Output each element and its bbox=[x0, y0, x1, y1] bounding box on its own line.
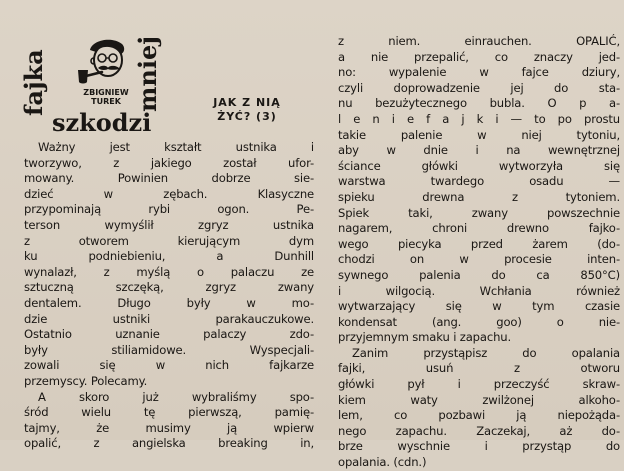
masthead-word-mniej: mniej bbox=[133, 36, 162, 112]
text-line: nego zapachu. Zaczekaj, aż do- bbox=[338, 423, 620, 438]
text-line: nagarem, chroni drewno fajko- bbox=[338, 221, 620, 236]
text-line: zowali się w nich fajkarze bbox=[24, 358, 314, 373]
text-line: opalić, z angielska breaking in, bbox=[24, 436, 314, 451]
article-title bbox=[192, 96, 302, 124]
text-line: spieku drewna z tytoniem. bbox=[338, 189, 620, 204]
text-line: kiem waty zwilżonej alkoho- bbox=[338, 392, 620, 407]
text-line: sywnego palenia do ca 850°C) bbox=[338, 267, 620, 282]
right-text-column bbox=[338, 34, 620, 471]
text-line: ku podniebieniu, a Dunhill bbox=[24, 249, 314, 264]
article-title-line-2: ŻYĆ? (3) bbox=[217, 110, 277, 123]
left-text-column bbox=[24, 140, 314, 452]
text-line: warstwa twardego osadu — bbox=[338, 174, 620, 189]
text-line: Zanim przystąpisz do opalania bbox=[352, 345, 620, 360]
text-line: fajki, usuń z otworu bbox=[338, 361, 620, 376]
text-line: nu bezużytecznego bubla. O p a- bbox=[338, 96, 620, 111]
text-line: mowany. Powinien dobrze sie- bbox=[24, 171, 314, 186]
text-line: opalania. (cdn.) bbox=[338, 455, 427, 470]
masthead-word-fajka: fajka bbox=[19, 49, 48, 116]
author-name bbox=[74, 88, 138, 106]
text-line: tajmy, że musimy ją wpierw bbox=[24, 420, 314, 435]
text-line: wytwarzający się w tym czasie bbox=[338, 299, 620, 314]
text-line: dzieć w zębach. Klasyczne bbox=[24, 186, 314, 201]
text-line: śród wielu tę pierwszą, pamię- bbox=[24, 405, 314, 420]
text-line: Spiek taki, zwany powszechnie bbox=[338, 205, 620, 220]
text-line: l e n i e f a j k i — to po prostu bbox=[338, 111, 620, 126]
text-line: takie palenie w niej tytoniu, bbox=[338, 127, 620, 142]
text-line: chodzi on w procesie inten- bbox=[338, 252, 620, 267]
text-line: i wilgocią. Wchłania również bbox=[338, 283, 620, 298]
text-line: z otworem kierującym dym bbox=[24, 233, 314, 248]
text-line: A skoro już wybraliśmy spo- bbox=[38, 389, 314, 404]
text-line: terson wymyślił zgryz ustnika bbox=[24, 217, 314, 232]
text-line: dzie ustniki parakauczukowe. bbox=[24, 311, 314, 326]
text-line: Ostatnio uznanie palaczy zdo- bbox=[24, 327, 314, 342]
text-line: wynalazł, z myślą o palaczu ze bbox=[24, 264, 314, 279]
text-line: ściance główki wytworzyła się bbox=[338, 158, 620, 173]
text-line: tworzywo, z jakiego został ufor- bbox=[24, 155, 314, 170]
text-line: przypominają rybi ogon. Pe- bbox=[24, 202, 314, 217]
column-masthead bbox=[19, 32, 170, 140]
text-line: były stiliamidowe. Wyspecjali- bbox=[24, 342, 314, 357]
text-line: dentalem. Długo były w mo- bbox=[24, 295, 314, 310]
text-line: Ważny jest kształt ustnika i bbox=[38, 140, 314, 154]
text-line: aby w dnie i na wewnętrznej bbox=[338, 143, 620, 158]
author-first-name: ZBIGNIEW bbox=[83, 88, 129, 97]
pipe-smoker-caricature-icon bbox=[72, 36, 142, 86]
text-line: kondensat (ang. goo) o nie- bbox=[338, 314, 620, 329]
text-line: przyjemnym smaku i zapachu. bbox=[338, 330, 512, 345]
text-line: sztuczną szczęką, zgryz zwany bbox=[24, 280, 314, 295]
text-line: a nie przepalić, co znaczy jed- bbox=[338, 49, 620, 64]
text-line: główki pył i przeczyść skraw- bbox=[338, 377, 620, 392]
masthead-word-szkodzi: szkodzi bbox=[52, 108, 152, 137]
text-line: brze wyschnie i przystąp do bbox=[338, 439, 620, 454]
article-title-line-1: JAK Z NIĄ bbox=[213, 96, 281, 109]
author-last-name: TUREK bbox=[91, 97, 121, 106]
text-line: lem, co pozbawi ją niepożąda- bbox=[338, 408, 620, 423]
text-line: no: wypalenie w fajce dziury, bbox=[338, 65, 620, 80]
text-line: czyli doprowadzenie jej do sta- bbox=[338, 80, 620, 95]
text-line: wego piecyka przed żarem (do- bbox=[338, 236, 620, 251]
text-line: przemyscy. Polecamy. bbox=[24, 373, 148, 388]
text-line: z niem. einrauchen. OPALIĆ, bbox=[338, 34, 620, 48]
